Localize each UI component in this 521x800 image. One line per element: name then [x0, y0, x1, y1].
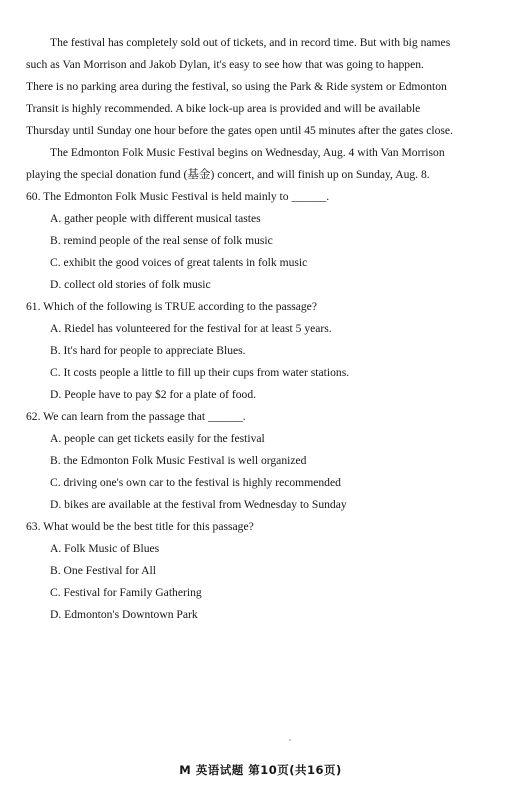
question-60-option-a: A. gather people with different musical tastes [50, 212, 261, 225]
question-63-option-d: D. Edmonton's Downtown Park [50, 608, 198, 621]
passage-line: Thursday until Sunday one hour before the gates open until 45 minutes after the gates close. [26, 124, 453, 137]
page-footer: M 英语试题 第10页(共16页) [179, 763, 342, 777]
question-62-option-c: C. driving one's own car to the festival is highly recommended [50, 476, 341, 489]
question-61-option-c: C. It costs people a little to fill up their cups from water stations. [50, 366, 350, 379]
passage-line: Transit is highly recommended. A bike lock-up area is provided and will be available [26, 102, 421, 115]
passage-line: such as Van Morrison and Jakob Dylan, it's easy to see how that was going to happen. [26, 58, 424, 71]
question-61-option-d: D. People have to pay $2 for a plate of food. [50, 388, 257, 401]
passage-paragraph-2 [26, 142, 496, 186]
passage-line: There is no parking area during the festival, so using the Park & Ride system or Edmonton [26, 80, 447, 93]
question-63-stem: 63. What would be the best title for this passage? [26, 520, 254, 533]
question-63-option-c: C. Festival for Family Gathering [50, 586, 202, 599]
passage-line: The festival has completely sold out of tickets, and in record time. But with big names [50, 36, 451, 49]
question-61-option-b: B. It's hard for people to appreciate Blues. [50, 344, 246, 357]
question-61-stem: 61. Which of the following is TRUE according to the passage? [26, 300, 317, 313]
question-60-option-b: B. remind people of the real sense of folk music [50, 234, 273, 247]
passage-line: playing the special donation fund (基金) concert, and will finish up on Sunday, Aug. 8. [26, 168, 430, 181]
scan-speck [289, 739, 291, 741]
passage-paragraph-1 [26, 32, 496, 142]
question-61-option-a: A. Riedel has volunteered for the festival for at least 5 years. [50, 322, 332, 335]
question-62-option-b: B. the Edmonton Folk Music Festival is well organized [50, 454, 307, 467]
question-60-option-c: C. exhibit the good voices of great talents in folk music [50, 256, 308, 269]
question-62-stem: 62. We can learn from the passage that ______. [26, 410, 246, 423]
passage-line: The Edmonton Folk Music Festival begins on Wednesday, Aug. 4 with Van Morrison [50, 146, 445, 159]
question-63-option-a: A. Folk Music of Blues [50, 542, 160, 555]
question-60-option-d: D. collect old stories of folk music [50, 278, 211, 291]
question-60-stem: 60. The Edmonton Folk Music Festival is held mainly to ______. [26, 190, 330, 203]
question-62-option-d: D. bikes are available at the festival from Wednesday to Sunday [50, 498, 347, 511]
question-63-option-b: B. One Festival for All [50, 564, 156, 577]
question-62-option-a: A. people can get tickets easily for the festival [50, 432, 265, 445]
